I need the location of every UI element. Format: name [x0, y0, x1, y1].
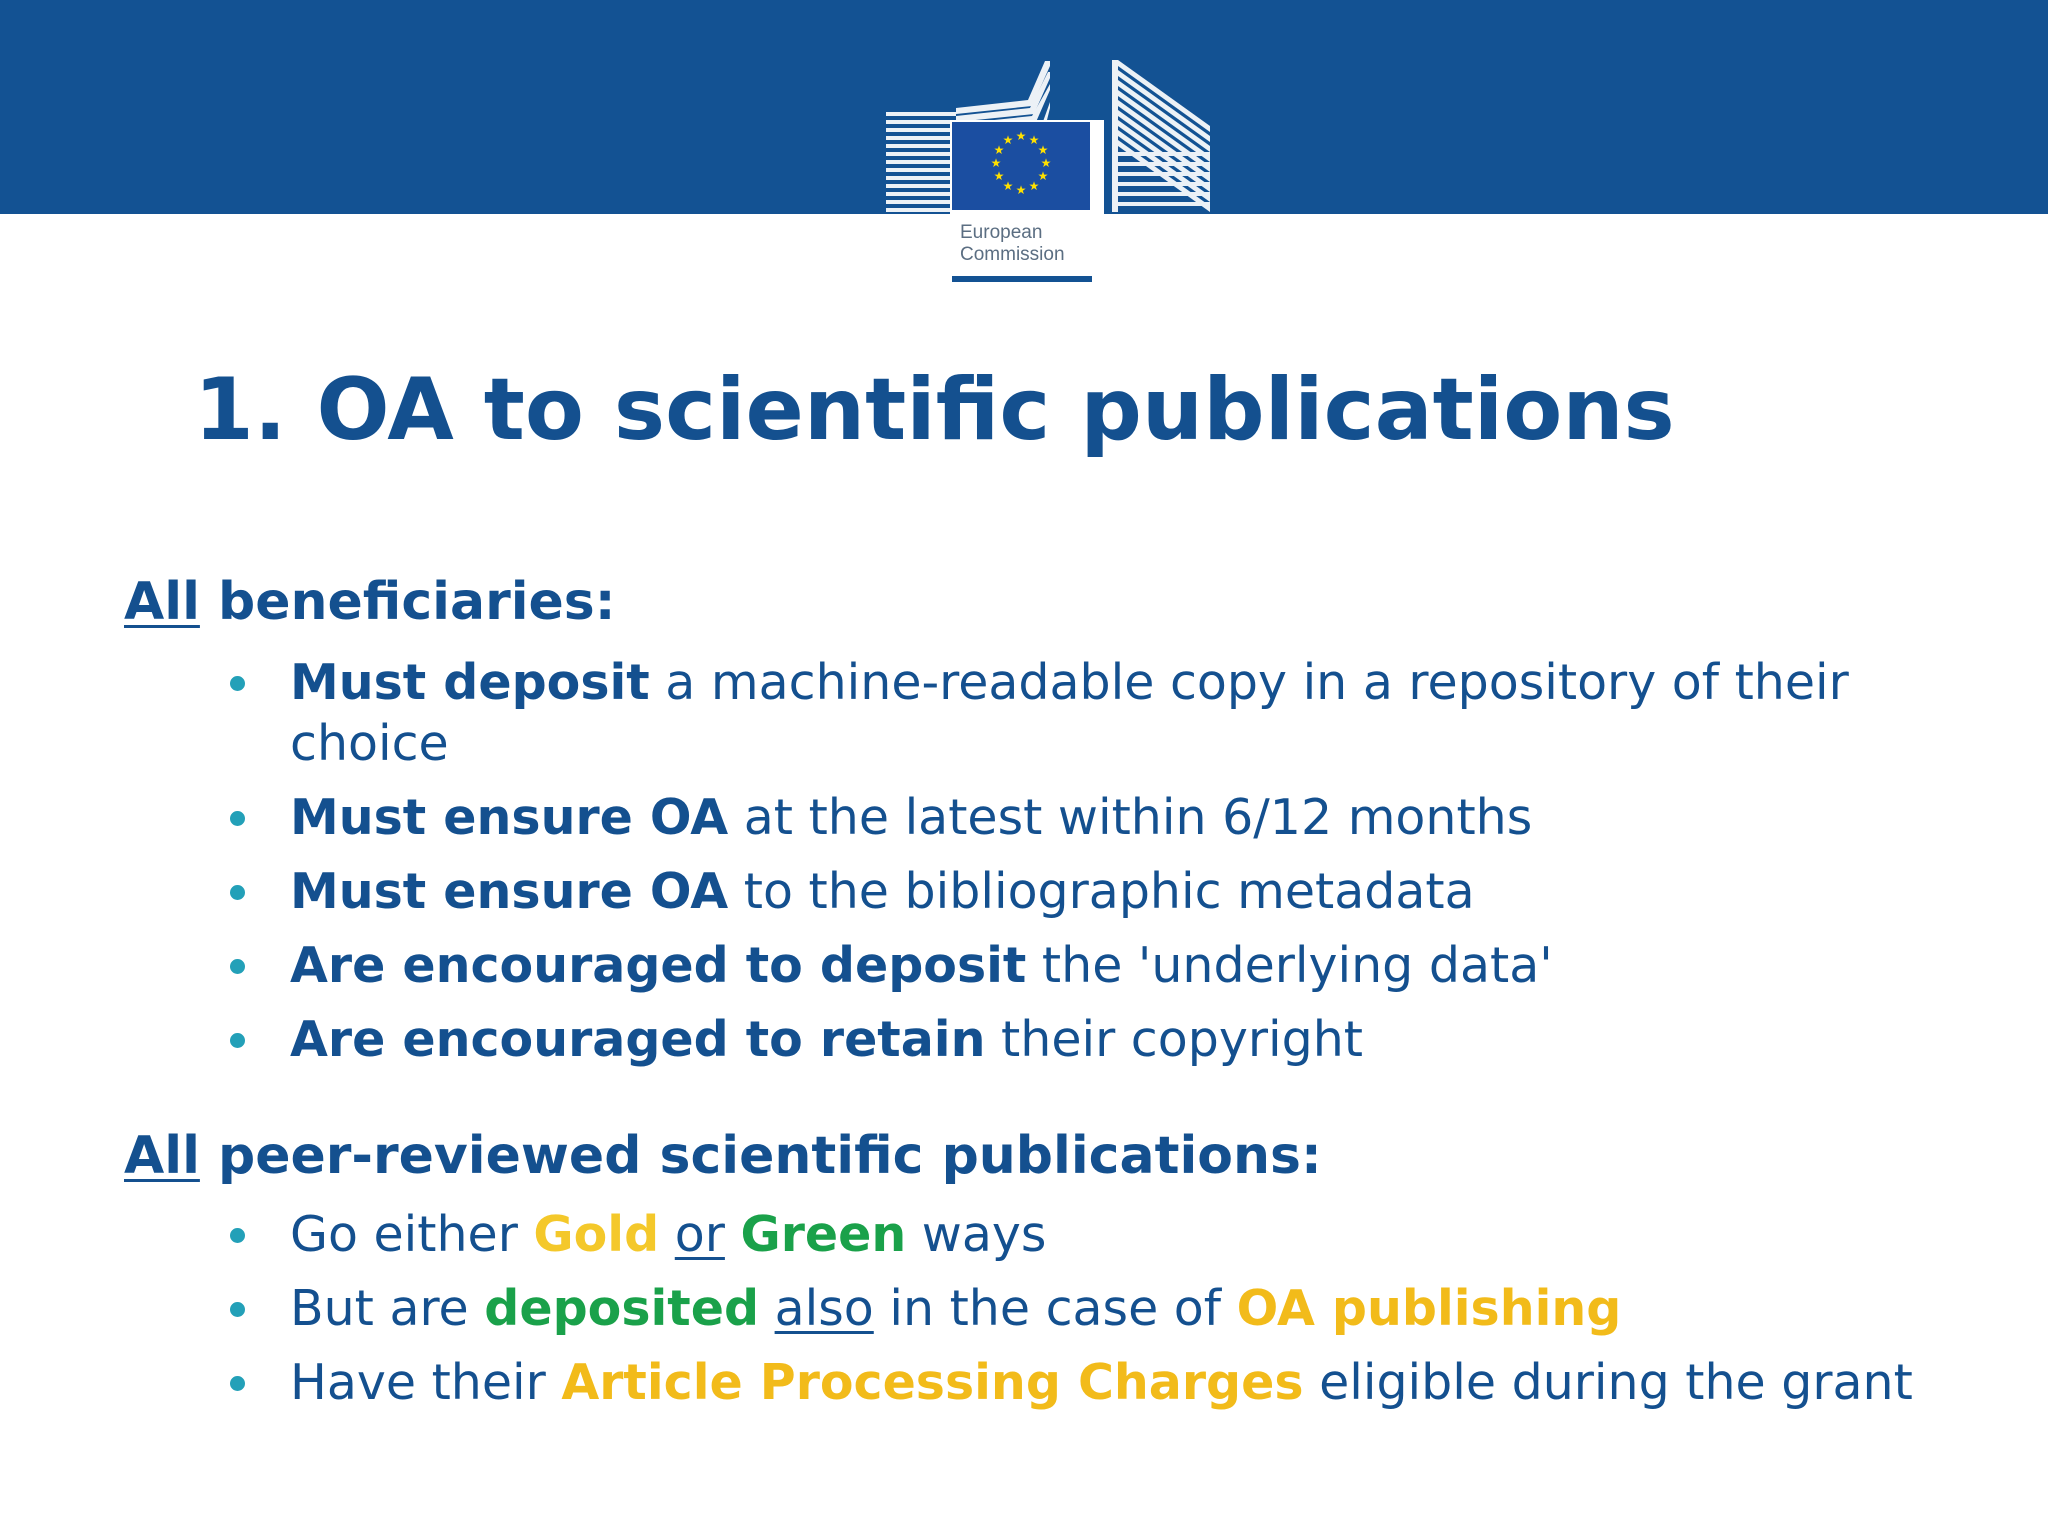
item-text: a machine-readable copy in a repository of their choice	[290, 654, 1849, 772]
item-text: at the latest within 6/12 months	[728, 789, 1533, 846]
bullet-icon	[230, 1302, 245, 1317]
apc-text: Article Processing Charges	[561, 1354, 1304, 1411]
logo-underline	[952, 276, 1092, 282]
green-text: Green	[740, 1206, 907, 1263]
svg-text:★: ★	[1040, 156, 1052, 170]
also-text: also	[774, 1280, 874, 1337]
svg-text:★: ★	[990, 156, 1002, 170]
item-text: Have their	[290, 1354, 562, 1411]
svg-text:★: ★	[1037, 169, 1049, 183]
oa-publishing-text: OA publishing	[1236, 1280, 1622, 1337]
svg-text:★: ★	[1028, 179, 1040, 193]
item-text: eligible during the grant	[1303, 1354, 1913, 1411]
bullet-icon	[230, 885, 245, 900]
item-text: in the case of	[873, 1280, 1237, 1337]
list-item	[0, 787, 1990, 848]
svg-text:★: ★	[1028, 133, 1040, 147]
item-space	[659, 1206, 675, 1263]
svg-text:★: ★	[993, 169, 1005, 183]
publications-list	[0, 1204, 1990, 1426]
list-item	[0, 1352, 1990, 1413]
item-text: their copyright	[985, 1011, 1363, 1068]
svg-text:★: ★	[1015, 183, 1027, 197]
svg-text:★: ★	[1015, 129, 1027, 143]
item-bold-text: Are encouraged to deposit	[290, 937, 1027, 994]
bullet-icon	[230, 676, 245, 691]
item-bold-text: Are encouraged to retain	[290, 1011, 986, 1068]
item-text: to the bibliographic metadata	[728, 863, 1475, 920]
or-text: or	[674, 1206, 725, 1263]
deposited-text: deposited	[484, 1280, 760, 1337]
bullet-icon	[230, 1376, 245, 1391]
logo-wordmark	[960, 222, 1065, 266]
item-text: But are	[290, 1280, 485, 1337]
list-item	[0, 652, 1990, 774]
bullet-icon	[230, 811, 245, 826]
item-bold-text: Must ensure OA	[290, 863, 729, 920]
gold-text: Gold	[533, 1206, 660, 1263]
heading-underlined-word: All	[124, 1126, 200, 1186]
item-bold-text: Must ensure OA	[290, 789, 729, 846]
beneficiaries-list	[0, 652, 1990, 1083]
item-bold-text: Must deposit	[290, 654, 650, 711]
item-text: the 'underlying data'	[1026, 937, 1553, 994]
slide-title: 1. OA to scientific publications	[194, 360, 1675, 460]
heading-underlined-word: All	[124, 572, 200, 632]
list-item	[0, 1204, 1990, 1265]
section-heading-beneficiaries	[124, 570, 616, 634]
heading-rest: peer-reviewed scientific publications:	[199, 1126, 1322, 1186]
list-item	[0, 1009, 1990, 1070]
bullet-icon	[230, 1228, 245, 1243]
svg-text:★: ★	[993, 143, 1005, 157]
svg-text:★: ★	[1002, 179, 1014, 193]
item-text: Go either	[290, 1206, 534, 1263]
logo-text-line2: Commission	[960, 244, 1065, 265]
building-right-icon	[1112, 60, 1210, 212]
list-item	[0, 1278, 1990, 1339]
section-heading-publications	[124, 1124, 1322, 1188]
heading-rest: beneficiaries:	[199, 572, 616, 632]
bullet-icon	[230, 1033, 245, 1048]
list-item	[0, 861, 1990, 922]
logo-text-line1: European	[960, 222, 1043, 243]
list-item	[0, 935, 1990, 996]
item-space	[725, 1206, 741, 1263]
item-text: ways	[906, 1206, 1047, 1263]
svg-text:★: ★	[1037, 143, 1049, 157]
svg-text:★: ★	[1002, 133, 1014, 147]
bullet-icon	[230, 959, 245, 974]
item-space	[759, 1280, 775, 1337]
